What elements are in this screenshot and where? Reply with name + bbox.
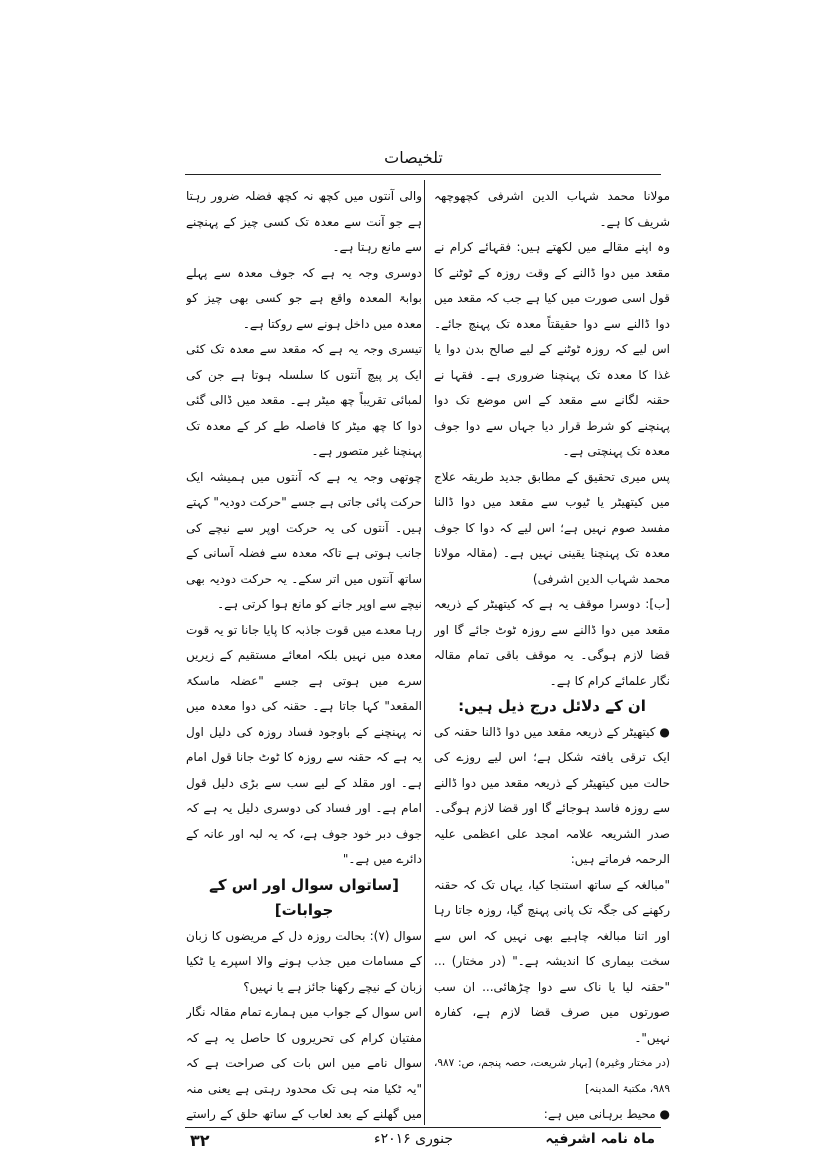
paragraph: اس سوال کے جواب میں ہمارے تمام مقالہ نگار مفتیان کرام کی تحریروں کا حاصل یہ ہے کہ سوال نامے میں اس بات کی صراحت ہے کہ "یہ ٹکیا منہ ہی تک محدود رہتی ہے یعنی منہ میں گھلنے کے بعد لعاب کے ساتھ حلق کے راستے — [186, 1005, 422, 1121]
top-divider — [185, 174, 661, 175]
section-heading: [ساتواں سوال اور اس کے جوابات] — [209, 875, 399, 919]
issue-date: جنوری ۲۰۱۶ء — [374, 1131, 453, 1147]
reference: (در مختار وغیرہ) [بہار شریعت، حصہ پنجم، ص: ۹۸۷، ۹۸۹، مکتبۃ المدینہ] — [434, 1057, 670, 1095]
page-number: ۳۲ — [190, 1131, 210, 1150]
paragraph: مولانا محمد شہاب الدین اشرفی کچھوچھہ شریف کا ہے۔ — [434, 189, 670, 229]
paragraph: "مبالغہ کے ساتھ استنجا کیا، یہاں تک کہ حقنہ رکھنے کی جگہ تک پانی پہنچ گیا، روزہ جاتا رہا اور اتنا مبالغہ چاہیے بھی نہیں کہ اس سے سخت بیماری کا اندیشہ ہے۔" (در مختار) ... "حقنہ لیا یا ناک سے دوا چڑھائی... ان سب صورتوں میں صرف قضا لازم ہے، کفارہ نہیں"۔ — [434, 877, 670, 1045]
paragraph: دوسری وجہ یہ ہے کہ جوف معدہ سے پہلے بوابۃ المعدہ واقع ہے جو کسی بھی چیز کو معدہ میں داخل ہونے سے روکتا ہے۔ — [186, 265, 422, 331]
bullet-paragraph: ● کیتھیٹر کے ذریعہ مقعد میں دوا ڈالنا حقنہ کی ایک ترقی یافتہ شکل ہے؛ اس لیے روزے کی حالت میں کیتھیٹر کے ذریعہ مقعد میں دوا ڈالنے سے روزہ فاسد ہوجائے گا اور قضا لازم ہوگی۔ صدر الشریعہ علامہ امجد علی اعظمی علیہ الرحمہ فرماتے ہیں: — [434, 720, 670, 873]
page-header: تلخیصات — [384, 148, 443, 167]
column-divider — [424, 180, 425, 1125]
paragraph: رہا معدے میں قوت جاذبہ کا پایا جانا تو یہ قوت معدہ میں نہیں بلکہ امعائے مستقیم کے زیریں سرے میں ہوتی ہے جسے "عضلہ ماسکۃ المقعد" کہا جاتا ہے۔ حقنہ کی دوا معدہ میں نہ پہنچنے کے باوجود فساد روزہ کی دلیل اول یہ ہے کہ حقنہ سے روزہ کا ٹوٹ جانا قول امام ہے۔ اور مقلد کے لیے سب سے بڑی دلیل قول امام ہے۔ اور فساد کی دوسری دلیل یہ ہے کہ جوف دبر خود جوف ہے، کہ یہ لبہ اور عانہ کے دائرے میں ہے۔" — [186, 622, 422, 866]
paragraph: والی آنتوں میں کچھ نہ کچھ فضلہ ضرور رہتا ہے جو آنت سے معدہ تک کسی چیز کے پہنچنے سے مانع رہتا ہے۔ — [186, 189, 422, 254]
paragraph: تیسری وجہ یہ ہے کہ مقعد سے معدہ تک کئی ایک پر پیچ آنتوں کا سلسلہ ہوتا ہے جن کی لمبائی تقریباً چھ میٹر ہے۔ مقعد میں ڈالی گئی دوا کا چھ میٹر کا فاصلہ طے کر کے معدہ تک پہنچنا غیر متصور ہے۔ — [186, 342, 422, 458]
bullet-paragraph: ● محیط برہانی میں ہے: — [434, 1102, 670, 1124]
magazine-name: ماہ نامہ اشرفیہ — [545, 1131, 655, 1147]
right-column — [434, 184, 670, 1124]
paragraph: وہ اپنے مقالے میں لکھتے ہیں: فقہائے کرام نے مقعد میں دوا ڈالنے کے وقت روزہ کے ٹوٹنے کا قول اسی صورت میں کیا ہے جب کہ مقعد میں دوا ڈالنے سے دوا حقیقتاً معدہ تک پہنچ جائے۔ اس لیے کہ روزہ ٹوٹنے کے لیے صالح بدن دوا یا غذا کا معدہ تک پہنچنا ضروری ہے۔ فقہا نے حقنہ لگانے سے مقعد کے اس موضع تک دوا پہنچنے کو شرط قرار دیا جہاں سے دوا جوف معدہ تک پہنچتی ہے۔ — [434, 240, 670, 458]
left-column — [186, 184, 422, 1124]
paragraph: [ب]: دوسرا موقف یہ ہے کہ کیتھیٹر کے ذریعہ مقعد میں دوا ڈالنے سے روزہ ٹوٹ جائے گا اور قضا لازم ہوگی۔ یہ موقف باقی تمام مقالہ نگار علمائے کرام کا ہے۔ — [434, 597, 670, 688]
section-heading: ان کے دلائل درج ذیل ہیں: — [458, 697, 646, 715]
paragraph: پس میری تحقیق کے مطابق جدید طریقہ علاج میں کیتھیٹر یا ٹیوب سے مقعد میں دوا ڈالنا مفسد صوم نہیں ہے؛ اس لیے کہ دوا کا جوف معدہ تک پہنچنا یقینی نہیں ہے۔ (مقالہ مولانا محمد شہاب الدین اشرفی) — [434, 469, 670, 586]
paragraph: چوتھی وجہ یہ ہے کہ آنتوں میں ہمیشہ ایک حرکت پائی جاتی ہے جسے "حرکت دودیہ" کہتے ہیں۔ آنتوں کی یہ حرکت اوپر سے نیچے کی جانب ہوتی ہے تاکہ معدہ سے فضلہ آسانی کے ساتھ آنتوں میں اتر سکے۔ یہ حرکت دودیہ بھی نیچے سے اوپر جانے کو مانع ہوا کرتی ہے۔ — [186, 469, 422, 611]
paragraph: سوال (۷): بحالت روزہ دل کے مریضوں کا زبان کے مسامات میں جذب ہونے والا اسپرے یا ٹکیا زبان کے نیچے رکھنا جائز ہے یا نہیں؟ — [186, 928, 422, 994]
bottom-divider — [185, 1127, 661, 1128]
